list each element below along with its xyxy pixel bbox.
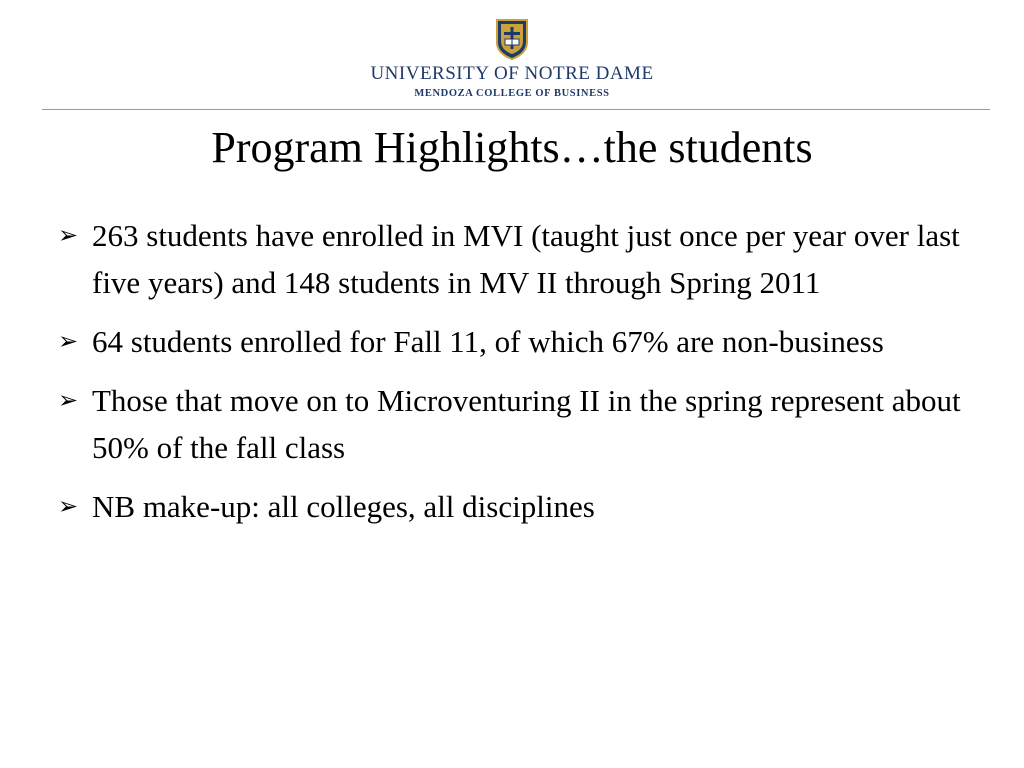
- bullet-item: [58, 483, 978, 530]
- arrow-bullet-icon: ➢: [58, 386, 79, 414]
- notre-dame-seal-icon: [495, 18, 529, 60]
- university-logo: [0, 18, 1024, 100]
- arrow-bullet-icon: ➢: [58, 492, 79, 520]
- bullet-item: [58, 377, 978, 471]
- bullet-text: NB make-up: all colleges, all disciplines: [92, 489, 595, 524]
- bullet-item: [58, 212, 978, 306]
- bullet-item: [58, 318, 978, 365]
- bullet-list: [58, 212, 978, 542]
- arrow-bullet-icon: ➢: [58, 327, 79, 355]
- bullet-text: Those that move on to Microventuring II in the spring represent about 50% of the fall class: [92, 383, 961, 465]
- university-name: UNIVERSITY OF NOTRE DAME: [370, 63, 654, 84]
- bullet-text: 64 students enrolled for Fall 11, of which 67% are non-business: [92, 324, 884, 359]
- college-name: MENDOZA COLLEGE OF BUSINESS: [414, 88, 610, 99]
- bullet-text: 263 students have enrolled in MVI (taught just once per year over last five years) and 148 students in MV II through Spring 2011: [92, 218, 960, 300]
- arrow-bullet-icon: ➢: [58, 221, 79, 249]
- header-divider: [42, 109, 990, 110]
- slide-title: Program Highlights…the students: [211, 123, 813, 172]
